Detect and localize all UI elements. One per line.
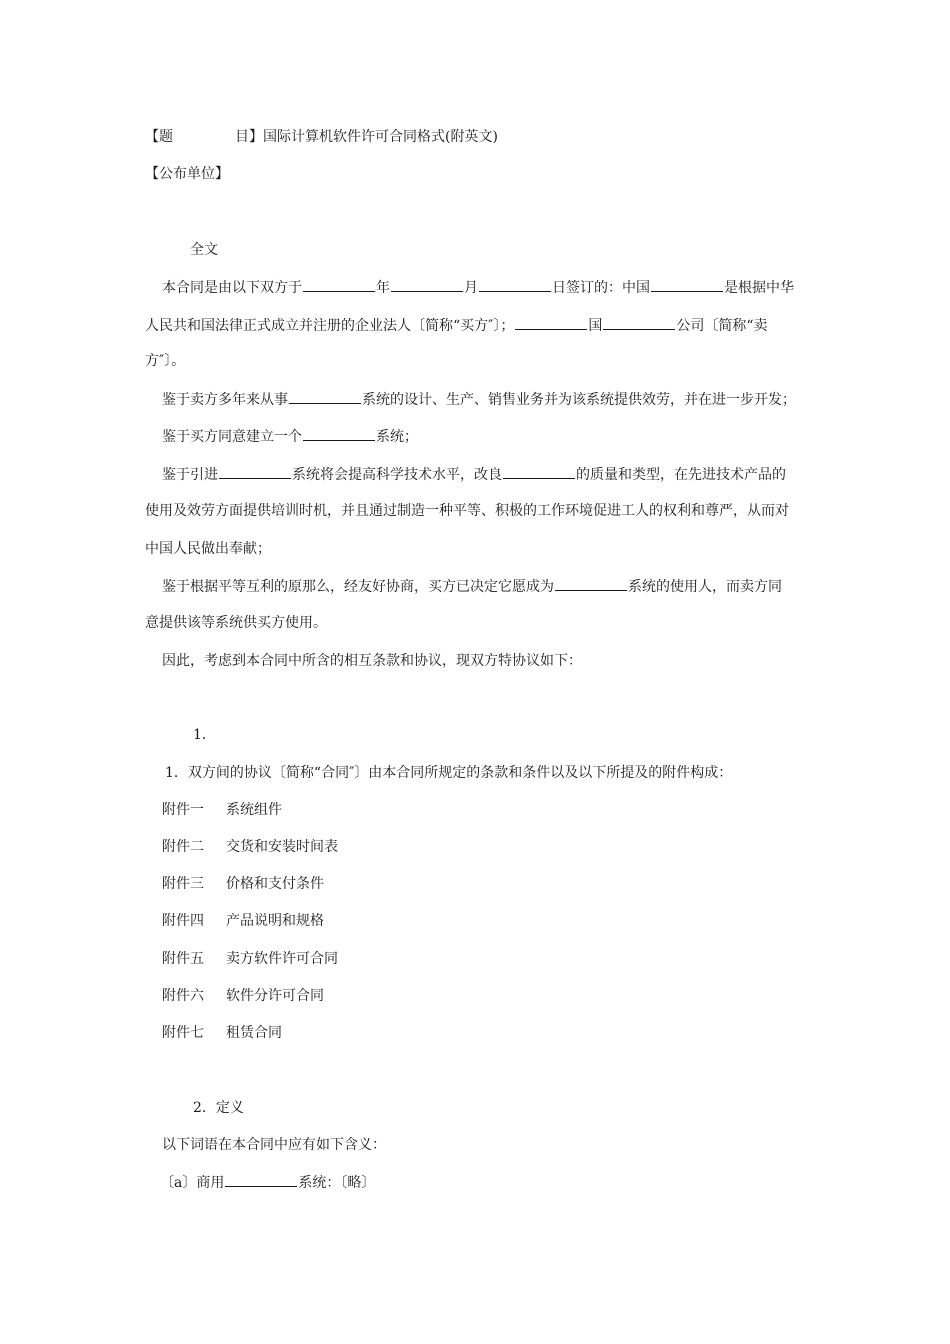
section-1-text: 1．双方间的协议〔简称“合同″〕由本合同所规定的条款和条件以及以下所提及的附件构成：: [165, 765, 733, 781]
recital-3-line-3: 中国人民做出奉献；: [145, 541, 271, 557]
recital-3-line-1: 鉴于引进 系统将会提高科学技术水平，改良 的质量和类型，在先进技术产品的: [162, 464, 786, 485]
attachment-item: 附件六 软件分许可合同: [162, 988, 324, 1004]
blank-month: [391, 277, 463, 292]
blank-year: [303, 277, 375, 292]
attachment-item: 附件一 系统组件: [162, 802, 282, 818]
fulltext-label: 全文: [190, 242, 218, 258]
preamble-line-2: 人民共和国法律正式成立并注册的企业法人〔简称“买方″〕； 国 公司〔简称“卖: [145, 315, 768, 336]
definition-item-a: 〔a〕商用 系统：〔略〕: [160, 1172, 375, 1193]
document-title: 目】国际计算机软件许可合同格式(附英文): [235, 129, 498, 145]
section-2-intro: 以下词语在本合同中应有如下含义：: [162, 1137, 386, 1153]
title-prefix: 【题: [145, 129, 173, 145]
recital-4-line-2: 意提供该等系统供买方使用。: [145, 615, 327, 631]
blank-country: [515, 315, 587, 330]
blank-buyer: [651, 277, 723, 292]
recital-1: 鉴于卖方多年来从事 系统的设计、生产、销售业务并为该系统提供效劳，并在进一步开发；: [162, 389, 796, 410]
recital-2: 鉴于买方同意建立一个 系统；: [162, 426, 418, 447]
attachment-item: 附件七 租赁合同: [162, 1025, 282, 1041]
blank-company: [603, 315, 675, 330]
attachment-item: 附件五 卖方软件许可合同: [162, 951, 338, 967]
blank-day: [479, 277, 551, 292]
attachment-item: 附件三 价格和支付条件: [162, 876, 324, 892]
title-line: [145, 127, 498, 147]
attachment-item: 附件四 产品说明和规格: [162, 913, 324, 929]
recital-4-line-1: 鉴于根据平等互利的原那么，经友好协商，买方已决定它愿成为 系统的使用人，而卖方同: [162, 576, 782, 597]
section-1-heading: 1．: [193, 727, 216, 743]
publisher-line: 【公布单位】: [145, 166, 229, 182]
recital-5: 因此，考虑到本合同中所含的相互条款和协议，现双方特协议如下：: [162, 653, 582, 669]
attachment-item: 附件二 交货和安装时间表: [162, 839, 338, 855]
preamble-line-1: 本合同是由以下双方于 年 月 日签订的：中国 是根据中华: [162, 277, 794, 298]
recital-3-line-2: 使用及效劳方面提供培训时机，并且通过制造一种平等、积极的工作环境促进工人的权利和尊严，从而对: [145, 503, 789, 519]
section-2-heading: 2．定义: [193, 1100, 244, 1116]
preamble-line-3: 方″〕。: [145, 353, 186, 369]
